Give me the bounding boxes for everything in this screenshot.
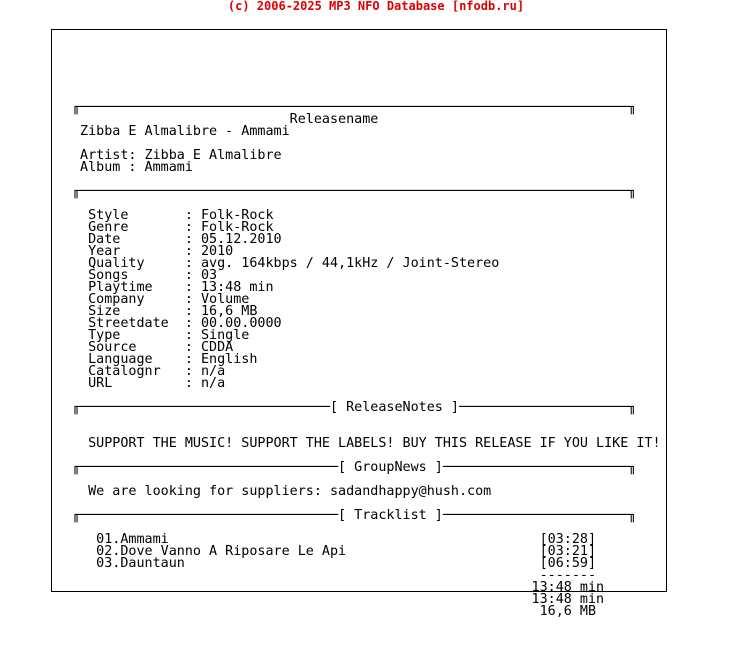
nfo-line: Album : Ammami bbox=[72, 160, 193, 175]
nfo-line: Year : 2010 bbox=[72, 244, 234, 259]
nfo-line: Source : CDDA bbox=[72, 340, 234, 355]
nfo-frame bbox=[51, 29, 667, 619]
nfo-line: ╓────────────────────────────────────────────────────────────────────╖ bbox=[72, 100, 637, 115]
nfo-line: Catalognr : n/a bbox=[72, 364, 226, 379]
nfo-line: ╓───────────────────────────────[ ReleaseNotes ]─────────────────────╖ bbox=[72, 400, 637, 415]
nfo-line: Artist: Zibba E Almalibre bbox=[72, 148, 282, 163]
nfo-line: Company : Volume bbox=[72, 292, 250, 307]
nfo-line: ------- bbox=[72, 568, 597, 583]
nfo-line: Genre : Folk-Rock bbox=[72, 220, 274, 235]
nfo-line: Type : Single bbox=[72, 328, 250, 343]
nfo-line: Style : Folk-Rock bbox=[72, 208, 274, 223]
nfo-line: Date : 05.12.2010 bbox=[72, 232, 282, 247]
site-copyright: (c) 2006-2025 MP3 NFO Database [nfodb.ru] bbox=[227, 0, 525, 13]
nfo-line: 13:48 min bbox=[72, 580, 605, 595]
nfo-line: Songs : 03 bbox=[72, 268, 218, 283]
nfo-line: 03.Dauntaun [06:59] bbox=[72, 556, 597, 571]
nfo-line: ╓────────────────────────────────[ Tracklist ]───────────────────────╖ bbox=[72, 508, 637, 523]
nfo-line: SUPPORT THE MUSIC! SUPPORT THE LABELS! BUY THIS RELEASE IF YOU LIKE IT! bbox=[72, 436, 661, 451]
nfo-line: Zibba E Almalibre - Ammami bbox=[72, 124, 290, 139]
nfo-line: 16,6 MB bbox=[72, 604, 597, 619]
nfo-line: URL : n/a bbox=[72, 376, 226, 391]
nfo-line: Language : English bbox=[72, 352, 258, 367]
nfo-line: Releasename bbox=[72, 112, 629, 127]
nfo-text bbox=[72, 78, 661, 618]
nfo-line: Quality : avg. 164kbps / 44,1kHz / Joint-Stereo bbox=[72, 256, 500, 271]
nfo-line: 02.Dove Vanno A Riposare Le Api [03:21] bbox=[72, 544, 597, 559]
nfo-line: 13:48 min bbox=[72, 592, 605, 607]
nfo-line bbox=[72, 78, 661, 90]
nfo-line: We are looking for suppliers: sadandhappy@hush.com bbox=[72, 484, 492, 499]
nfo-line: Streetdate : 00.00.0000 bbox=[72, 316, 282, 331]
nfo-line: ╓────────────────────────────────────────────────────────────────────╖ bbox=[72, 184, 637, 199]
nfo-line: Size : 16,6 MB bbox=[72, 304, 258, 319]
nfo-line: ╓────────────────────────────────[ GroupNews ]───────────────────────╖ bbox=[72, 460, 637, 475]
nfo-line bbox=[72, 414, 661, 426]
nfo-line: 01.Ammami [03:28] bbox=[72, 532, 597, 547]
nfo-line: Playtime : 13:48 min bbox=[72, 280, 274, 295]
